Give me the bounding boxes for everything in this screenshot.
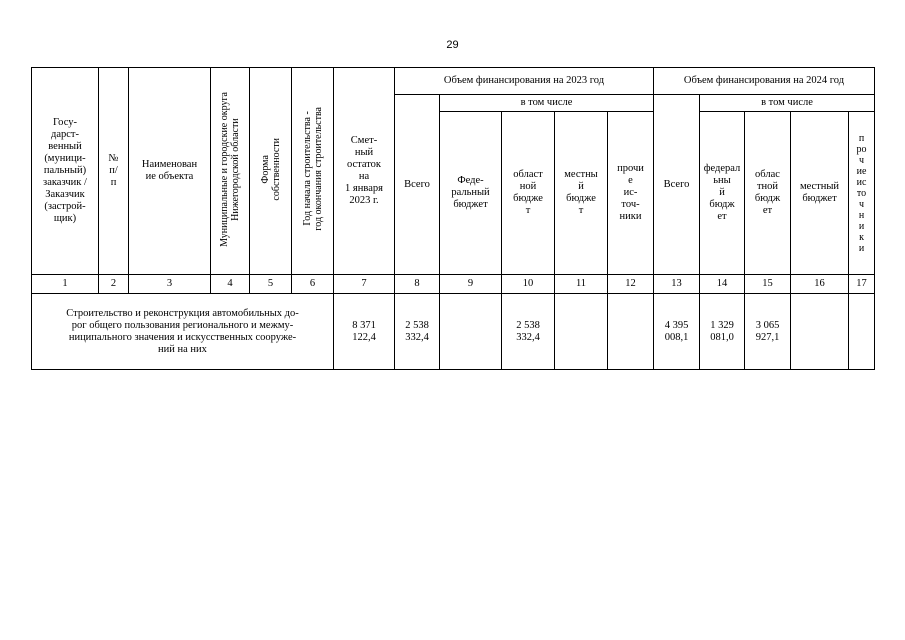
column-number: 13 [654,275,700,294]
header-object-name: Наименован ие объекта [129,68,211,275]
header-2023-total: Всего [395,95,440,275]
column-number: 11 [555,275,608,294]
column-number: 1 [32,275,99,294]
column-number: 3 [129,275,211,294]
local-2024-cell [791,294,849,370]
column-number: 2 [99,275,129,294]
header-municipalities: Муниципальные и городские округа Нижегородской области [211,68,250,275]
header-number: № п/ п [99,68,129,275]
column-number: 7 [334,275,395,294]
header-ownership-form: Форма собственности [250,68,292,275]
column-number: 4 [211,275,250,294]
header-2023-regional: област ной бюдже т [502,112,555,275]
local-2023-cell [555,294,608,370]
header-2023-federal: Феде- ральный бюджет [440,112,502,275]
header-2023-local: местны й бюдже т [555,112,608,275]
total-2023-cell: 2 538 332,4 [395,294,440,370]
header-2024-other: п ро ч ие ис то ч н и к и [849,112,875,275]
header-construction-years: Год начала строительства - год окончания строительства [292,68,334,275]
column-number: 10 [502,275,555,294]
header-estimated-balance: Смет- ный остаток на 1 января 2023 г. [334,68,395,275]
header-2024-federal: федерал ьны й бюдж ет [700,112,745,275]
column-number: 5 [250,275,292,294]
estimated-balance-cell: 8 371 122,4 [334,294,395,370]
object-name-cell: Строительство и реконструкция автомобильных до- рог общего пользования регионального и межму- ниципального значения и искусственных сооруже- ний на них [32,294,334,370]
table-row [32,294,875,370]
other-2023-cell [608,294,654,370]
column-number: 15 [745,275,791,294]
header-customer: Госу- дарст- венный (муници- пальный) заказчик / Заказчик (застрой- щик) [32,68,99,275]
header-2024-total: Всего [654,95,700,275]
regional-2024-cell: 3 065 927,1 [745,294,791,370]
header-2023-other: прочи е ис- точ- ники [608,112,654,275]
column-number: 12 [608,275,654,294]
column-number-row [32,275,875,294]
header-financing-2023: Объем финансирования на 2023 год [395,68,654,95]
header-2024-including: в том числе [700,95,875,112]
page-number: 29 [446,39,459,51]
column-number: 17 [849,275,875,294]
column-number: 9 [440,275,502,294]
financing-table [31,67,875,370]
regional-2023-cell: 2 538 332,4 [502,294,555,370]
column-number: 6 [292,275,334,294]
header-2024-local: местный бюджет [791,112,849,275]
other-2024-cell [849,294,875,370]
header-2023-including: в том числе [440,95,654,112]
total-2024-cell: 4 395 008,1 [654,294,700,370]
header-financing-2024: Объем финансирования на 2024 год [654,68,875,95]
column-number: 8 [395,275,440,294]
federal-2024-cell: 1 329 081,0 [700,294,745,370]
federal-2023-cell [440,294,502,370]
column-number: 14 [700,275,745,294]
column-number: 16 [791,275,849,294]
header-2024-regional: облас тной бюдж ет [745,112,791,275]
